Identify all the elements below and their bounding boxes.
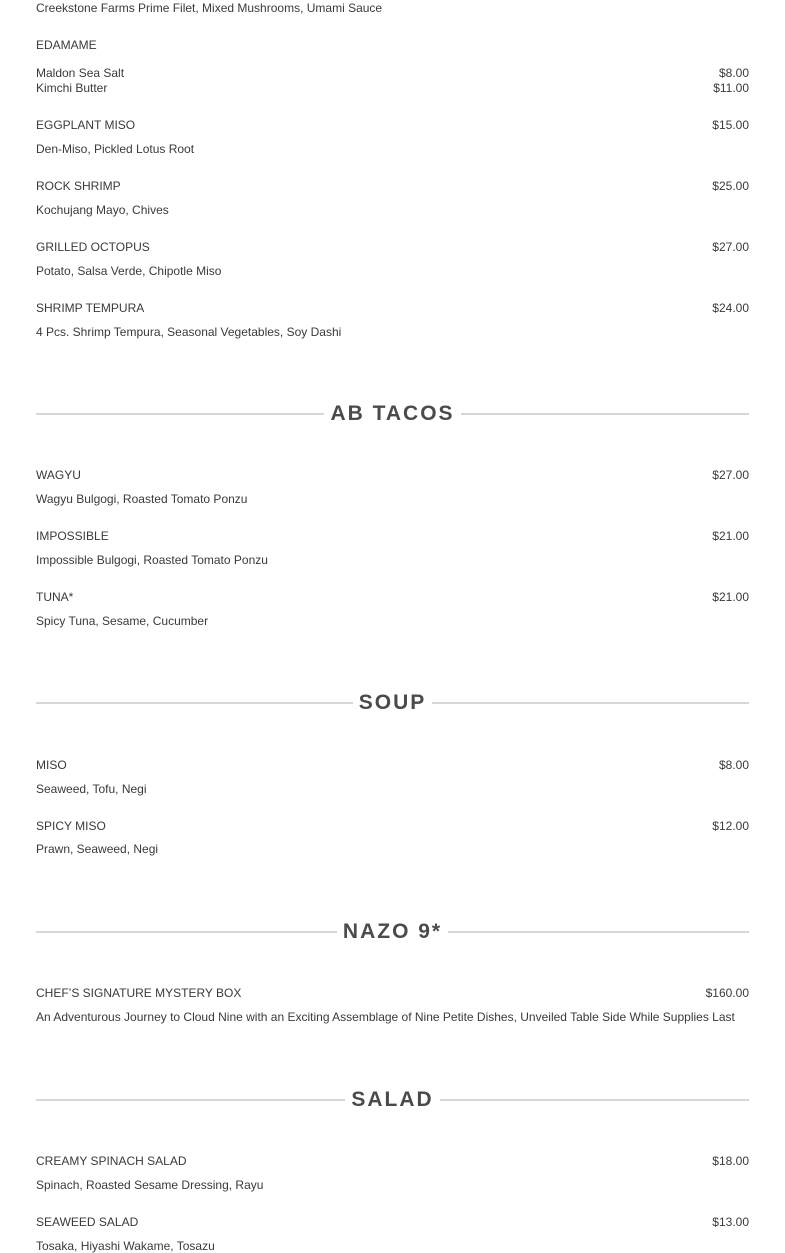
menu-item-row	[36, 529, 749, 544]
item-price: $24.00	[712, 301, 749, 315]
item-name-edamame: EDAMAME	[36, 38, 97, 52]
section-header-soup	[36, 690, 749, 716]
menu-item-row	[36, 758, 749, 773]
divider	[36, 1099, 345, 1101]
divider	[432, 702, 749, 704]
menu-item-row	[36, 240, 749, 255]
option-label: Kimchi Butter	[36, 81, 108, 95]
section-header-nazo	[36, 919, 749, 945]
divider	[448, 931, 749, 933]
option-row	[36, 81, 749, 96]
item-name: IMPOSSIBLE	[36, 529, 109, 543]
divider	[461, 413, 749, 415]
menu-item-row	[36, 301, 749, 316]
item-name: TUNA*	[36, 590, 74, 604]
menu-item-row	[36, 590, 749, 605]
section-header-tacos	[36, 401, 749, 427]
item-description: Den-Miso, Pickled Lotus Root	[36, 142, 195, 156]
item-name: WAGYU	[36, 468, 81, 482]
item-price: $8.00	[718, 758, 749, 772]
divider	[36, 931, 337, 933]
item-description: Spinach, Roasted Sesame Dressing, Rayu	[36, 1178, 264, 1192]
divider	[440, 1099, 749, 1101]
item-name: ROCK SHRIMP	[36, 179, 121, 193]
item-price: $18.00	[712, 1154, 749, 1168]
item-name: SEAWEED SALAD	[36, 1215, 139, 1229]
item-description: Spicy Tuna, Sesame, Cucumber	[36, 614, 209, 628]
section-title: NAZO 9*	[342, 920, 443, 943]
item-price: $27.00	[712, 468, 749, 482]
item-description: Potato, Salsa Verde, Chipotle Miso	[36, 264, 222, 278]
item-price: $21.00	[712, 529, 749, 543]
item-name: CREAMY SPINACH SALAD	[36, 1154, 187, 1168]
item-price: $15.00	[712, 118, 749, 132]
item-name: SHRIMP TEMPURA	[36, 301, 145, 315]
section-title: SALAD	[351, 1088, 434, 1111]
divider	[36, 413, 324, 415]
item-name: EGGPLANT MISO	[36, 118, 136, 132]
item-description: Kochujang Mayo, Chives	[36, 203, 169, 217]
item-name: SPICY MISO	[36, 819, 106, 833]
section-title: SOUP	[358, 691, 427, 714]
item-price: $21.00	[712, 590, 749, 604]
item-description: Impossible Bulgogi, Roasted Tomato Ponzu	[36, 553, 268, 567]
item-description: 4 Pcs. Shrimp Tempura, Seasonal Vegetables, Soy Dashi	[36, 325, 342, 339]
option-price: $8.00	[718, 66, 749, 80]
item-price: $13.00	[712, 1215, 749, 1229]
item-name: CHEF’S SIGNATURE MYSTERY BOX	[36, 986, 242, 1000]
item-price: $25.00	[712, 179, 749, 193]
section-header-salad	[36, 1087, 749, 1113]
item-description: Prawn, Seaweed, Negi	[36, 842, 159, 856]
menu-item-row	[36, 986, 749, 1001]
divider	[36, 702, 353, 704]
item-price: $160.00	[705, 986, 749, 1000]
menu-item-row	[36, 179, 749, 194]
item-description: Seaweed, Tofu, Negi	[36, 782, 147, 796]
item-price: $12.00	[712, 819, 749, 833]
menu-item-row	[36, 468, 749, 483]
section-title: AB TACOS	[330, 402, 455, 425]
item-description: Wagyu Bulgogi, Roasted Tomato Ponzu	[36, 492, 248, 506]
menu-item-row	[36, 118, 749, 133]
option-price: $11.00	[713, 81, 749, 95]
item-name: GRILLED OCTOPUS	[36, 240, 150, 254]
item-description: Tosaka, Hiyashi Wakame, Tosazu	[36, 1239, 215, 1253]
option-row	[36, 66, 749, 81]
item-price: $27.00	[712, 240, 749, 254]
item-description: Creekstone Farms Prime Filet, Mixed Mushrooms, Umami Sauce	[36, 1, 383, 15]
item-name: MISO	[36, 758, 67, 772]
menu-item-row	[36, 1215, 749, 1230]
option-label: Maldon Sea Salt	[36, 66, 125, 80]
item-description: An Adventurous Journey to Cloud Nine with an Exciting Assemblage of Nine Petite Dishes, Unveiled Table Side While Supplies Last	[36, 1010, 735, 1024]
menu-item-row	[36, 819, 749, 834]
menu-item-row	[36, 1154, 749, 1169]
